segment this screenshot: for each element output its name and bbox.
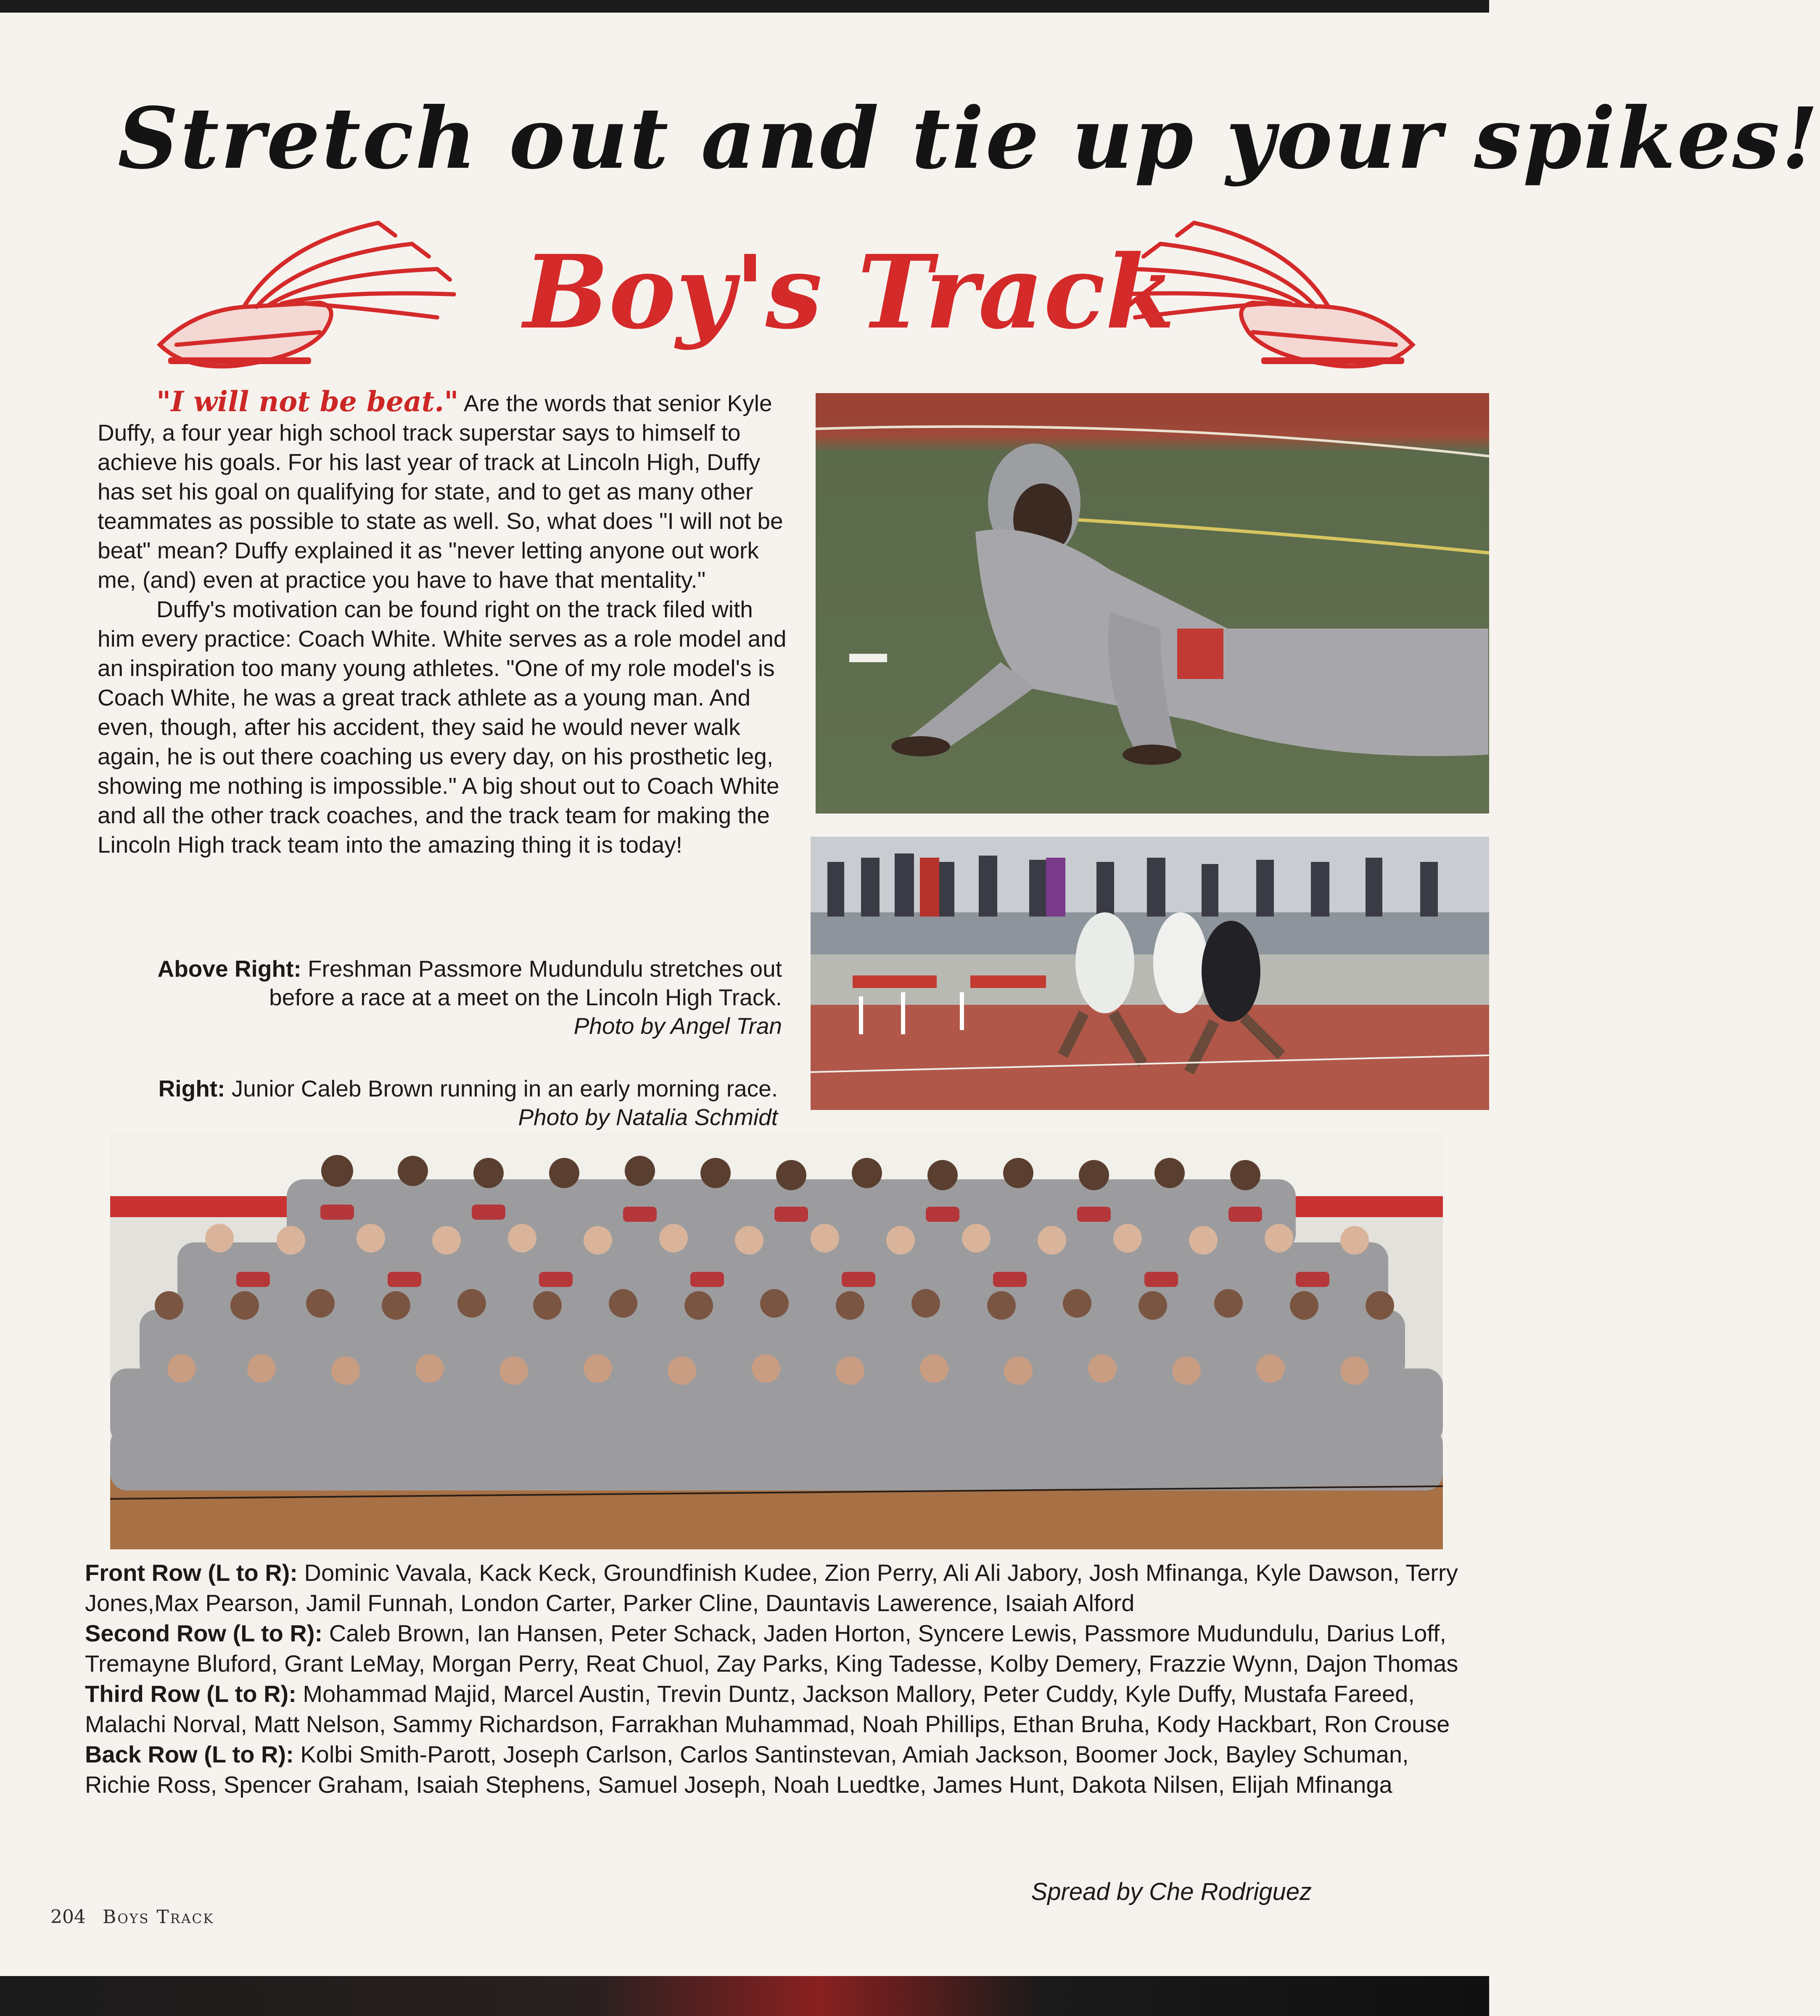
- story-paragraph-1: [98, 387, 795, 594]
- team-roster: [85, 1558, 1460, 1800]
- title-banner: [143, 206, 1429, 383]
- photo-credit: Photo by Natalia Schmidt: [518, 1104, 778, 1130]
- photo-stretching-athlete: [816, 393, 1489, 814]
- row-label: Third Row (L to R):: [85, 1680, 296, 1707]
- story-paragraph-1-text: Are the words that senior Kyle Duffy, a four year high school track superstar says to himself to achieve his goals. For his last year of track at Lincoln High, Duffy has set his goal on qualifying for state, and to get as many other teammates as possible to state as well. So, what does "I will not be beat" mean? Duffy explained it as "never letting anyone out work me, (and) even at practice you have to have that mentality.": [98, 390, 783, 593]
- page-footer: [50, 1902, 345, 1932]
- photo-team: [110, 1133, 1443, 1549]
- section-title: Boy's Track: [523, 233, 1175, 351]
- caption-label: Above Right:: [157, 956, 301, 982]
- pull-quote: "I will not be beat.": [156, 385, 459, 418]
- row-label: Front Row (L to R):: [85, 1559, 298, 1586]
- row-names: Kolbi Smith-Parott, Joseph Carlson, Carlos Santinstevan, Amiah Jackson, Boomer Jock, Bayley Schuman, Richie Ross, Spencer Graham, Isaiah Stephens, Samuel Joseph, Noah Luedtke, James Hunt, Dakota Nilsen, Elijah Mfinanga: [85, 1741, 1409, 1798]
- roster-front-row: [85, 1558, 1460, 1618]
- top-edge: [0, 0, 1489, 13]
- row-label: Second Row (L to R):: [85, 1620, 323, 1646]
- feature-story: [98, 387, 795, 859]
- caption-text: Junior Caleb Brown running in an early morning race.: [225, 1075, 778, 1102]
- caption-above-right: [122, 954, 782, 1040]
- row-names: Mohammad Majid, Marcel Austin, Trevin Duntz, Jackson Mallory, Peter Cuddy, Kyle Duffy, Mustafa Fareed, Malachi Norval, Matt Nelson, Sammy Richardson, Farrakhan Muhammad, Noah Phillips, Ethan Bruha, Kody Hackbart, Ron Crouse: [85, 1680, 1450, 1737]
- bottom-edge: [0, 1976, 1489, 2016]
- roster-back-row: [85, 1739, 1460, 1800]
- page-headline: Stretch out and tie up your spikes!: [118, 89, 1820, 188]
- page-number: 204: [50, 1906, 86, 1928]
- winged-shoe-icon: [143, 206, 471, 383]
- spread-credit: Spread by Che Rodriguez: [1031, 1878, 1312, 1905]
- row-label: Back Row (L to R):: [85, 1741, 294, 1768]
- caption-text: Freshman Passmore Mudundulu stretches out before a race at a meet on the Lincoln High Track.: [269, 956, 782, 1010]
- story-paragraph-2: Duffy's motivation can be found right on the track filed with him every practice: Coach White. White serves as a role model and an inspiration too many young athletes. "One of my role model's is Coach White, he was a great track athlete as a young man. And even, though, after his accident, they said he would never walk again, he is out there coaching us every day, on his prosthetic leg, showing me nothing is impossible." A big shout out to Coach White and all the other track coaches, and the track team for making the Lincoln High track team into the amazing thing it is today!: [98, 596, 787, 858]
- row-names: Dominic Vavala, Kack Keck, Groundfinish Kudee, Zion Perry, Ali Ali Jabory, Josh Mfinanga, Kyle Dawson, Terry Jones,Max Pearson, Jamil Funnah, London Carter, Parker Cline, Dauntavis Lawerence, Isaiah Alford: [85, 1559, 1458, 1616]
- footer-section: Boys Track: [102, 1906, 214, 1928]
- caption-label: Right:: [158, 1075, 225, 1102]
- photo-sprint-race: [811, 837, 1489, 1110]
- winged-shoe-icon: [1102, 206, 1429, 383]
- roster-third-row: [85, 1679, 1460, 1739]
- photo-credit: Photo by Angel Tran: [573, 1013, 782, 1039]
- row-names: Caleb Brown, Ian Hansen, Peter Schack, Jaden Horton, Syncere Lewis, Passmore Mudundulu, Darius Loff, Tremayne Bluford, Grant LeMay, Morgan Perry, Reat Chuol, Zay Parks, King Tadesse, Kolby Demery, Frazzie Wynn, Dajon Thomas: [85, 1620, 1458, 1677]
- caption-right: [135, 1074, 778, 1131]
- roster-second-row: [85, 1618, 1460, 1679]
